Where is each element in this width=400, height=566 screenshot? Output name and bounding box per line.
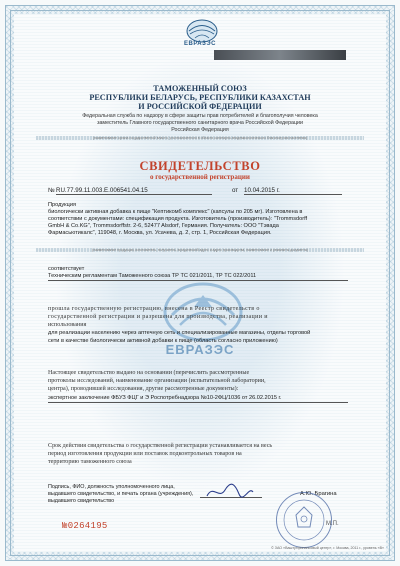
basis-line-1: Настоящее свидетельство выдано на основании (перечислить рассмотренные [48, 370, 250, 376]
product-bar-label: (наименование продукции, изготовитель, получатель, юридический адрес и адрес производства, наименование и реквизиты документа) [92, 248, 308, 252]
registry-use-1: для реализации населению через аптечную сеть и специализированные магазины, отделы торговой [48, 330, 311, 336]
form-number: №0264195 [62, 521, 108, 531]
basis-line-2: протоколы исследований, наименование организации (испытательной лаборатории, [48, 378, 266, 384]
reg-number-label: № [48, 187, 55, 194]
handwritten-signature-icon [205, 482, 255, 500]
product-line-1: биологически активная добавка к пище "Кептикомб комплекс" (капсулы по 205 мг). Изготовлена в [48, 209, 303, 215]
header-line-3: И РОССИЙСКОЙ ФЕДЕРАЦИИ [138, 102, 262, 111]
validity-line-1: Срок действия свидетельства о государственной регистрации устанавливается на весь [48, 443, 273, 449]
emblem-caption: ЕВРАЗЭС [183, 41, 216, 47]
hologram-strip [214, 50, 346, 60]
registry-line-2: государственной регистрации и разрешена для производства, реализации и [48, 314, 268, 320]
registry-line-1: прошла государственную регистрацию, внесена в Реестр свидетельств о [48, 306, 260, 312]
reg-date-label: от [232, 187, 239, 194]
product-label: Продукция [48, 202, 76, 208]
stamp-place-label: М.П. [326, 521, 339, 527]
watermark-caption: ЕВРАЗЭС [165, 342, 235, 357]
basis-documents: экспертное заключение ФБУЗ ФЦГ и Э Роспотребнадзора №10-2ФЦ/1036 от 26.02.2015 г. [48, 395, 348, 403]
product-line-3: GmbH & Co.KG", Trommsdorffstr. 2-6, 52477 Alsdorf, Германия. Получатель: ООО "Тэвада [48, 223, 279, 229]
validity-line-2: период изготовления продукции или поставок подконтрольных товаров на [48, 451, 242, 457]
conformity-label: соответствует [48, 266, 85, 272]
certificate-subtitle: о государственной регистрации [150, 173, 250, 181]
certificate-title: СВИДЕТЕЛЬСТВО [139, 159, 261, 173]
signature-label-2: выдавшего свидетельство, и печать органа (учреждения), [48, 491, 194, 497]
product-line-2: соответствии с документами: спецификация продукта. Изготовитель (производитель): "Trommsdorff [48, 216, 308, 222]
registry-line-3: использования [48, 322, 87, 328]
reg-number: RU.77.99.11.003.Е.006541.04.15 [56, 187, 212, 195]
signatory-name: А.Ю. Брагина [300, 491, 337, 497]
agency-line-1: Федеральная служба по надзору в сфере защиты прав потребителей и благополучия человека [82, 113, 318, 119]
validity-line-3: территорию таможенного союза [48, 459, 132, 465]
basis-line-3: центра), проводившей исследования, другие рассмотренные документы): [48, 386, 239, 392]
agency-line-3: Российская Федерация [171, 127, 229, 133]
agency-line-2: заместитель Главного государственного санитарного врача Российской Федерации [97, 120, 303, 126]
signature-label-3: выдавшего свидетельство [48, 498, 115, 504]
header-line-2: РЕСПУБЛИКИ БЕЛАРУСЬ, РЕСПУБЛИКИ КАЗАХСТАН [89, 93, 311, 102]
official-stamp-icon [276, 492, 332, 548]
agency-bar-label: (наименование органа государственной власти, уполномоченного в области санитарно-эпидемиологического благополучия населения) [92, 136, 308, 140]
printer-footer: © ЗАО «Ваштутфинансовый центр», г. Москва, 2011 г., уровень «В» [271, 546, 384, 550]
registry-use-2: сети в качестве биологически активной добавки к пище (область согласно приложению) [48, 338, 278, 344]
reg-date: 10.04.2015 г. [244, 187, 342, 195]
signature-label-1: Подпись, ФИО, должность уполномоченного лица, [48, 484, 175, 490]
header-line-1: ТАМОЖЕННЫЙ СОЮЗ [153, 84, 247, 93]
conformity-text: Техническим регламентам Таможенного союза ТР ТС 021/2011, ТР ТС 022/2011 [48, 273, 348, 281]
product-line-4: Фармасьютикалс", 119048, г. Москва, ул. Усачева, д. 2, стр. 1, Российская Федерация. [48, 230, 272, 236]
